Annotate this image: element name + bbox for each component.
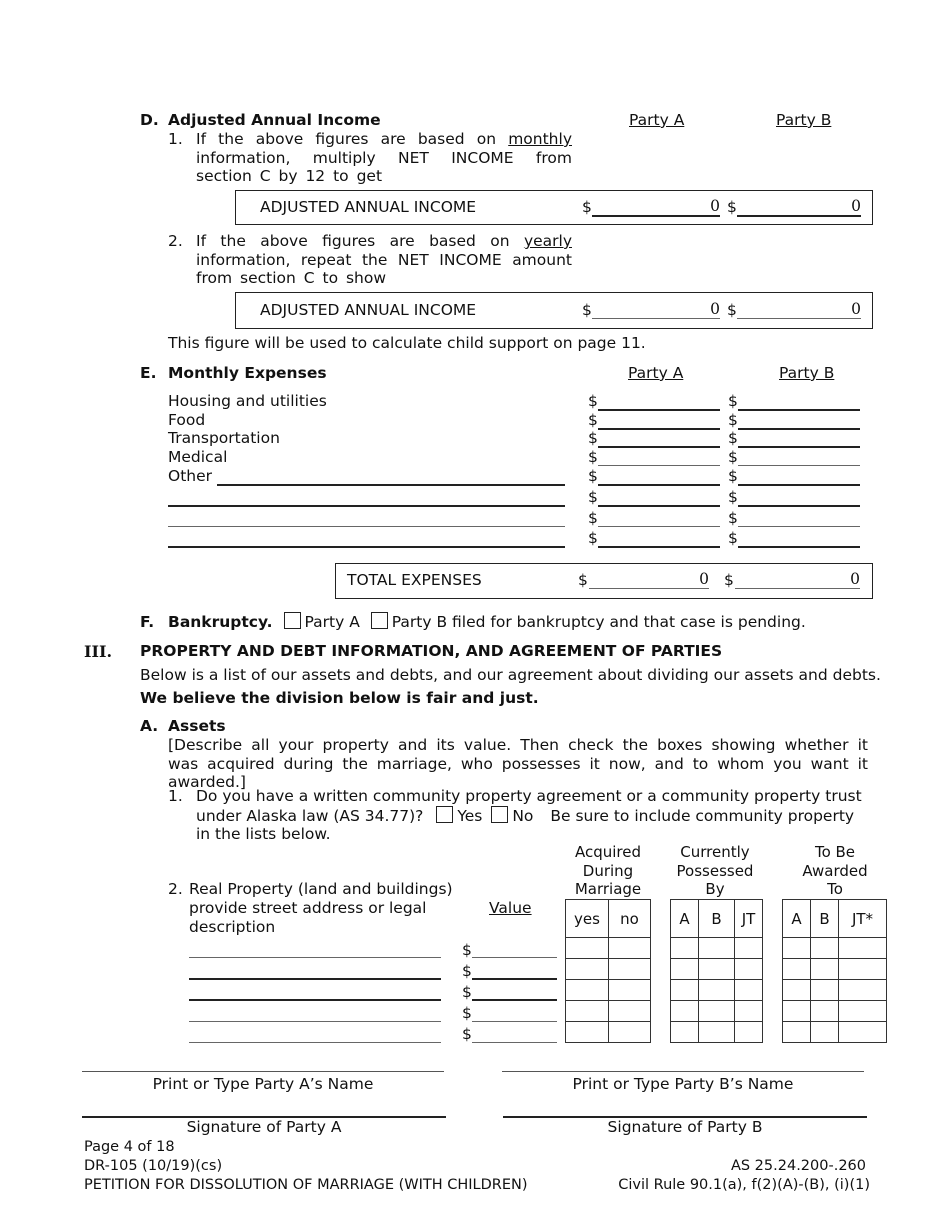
- currency-sign: $: [728, 488, 738, 506]
- expense-b-field[interactable]: [738, 391, 860, 411]
- acquired-no-checkbox[interactable]: [609, 1022, 651, 1043]
- party-b-signature-label: Signature of Party B: [607, 1118, 763, 1136]
- currency-sign: $: [588, 529, 598, 547]
- col-header-a: A: [671, 900, 699, 938]
- possessed-b-checkbox[interactable]: [699, 1001, 735, 1022]
- possessed-jt-checkbox[interactable]: [735, 1001, 763, 1022]
- acquired-no-checkbox[interactable]: [609, 938, 651, 959]
- assets-title: Assets: [168, 717, 226, 735]
- expense-label-housing: Housing and utilities: [168, 392, 327, 410]
- property-value-field[interactable]: [472, 1003, 557, 1022]
- property-description-field[interactable]: [189, 960, 441, 980]
- bankruptcy-party-a-checkbox[interactable]: [284, 612, 301, 629]
- currently-possessed-grid: [670, 899, 763, 1043]
- awarded-b-checkbox[interactable]: [811, 959, 839, 980]
- col-header-jt: JT: [735, 900, 763, 938]
- real-property-line1: Real Property (land and buildings): [189, 880, 453, 898]
- to-be-awarded-to-header: To Be Awarded To: [802, 843, 868, 898]
- party-a-header: Party A: [628, 364, 684, 382]
- awarded-jt-checkbox[interactable]: [839, 980, 887, 1001]
- currency-sign: $: [728, 429, 738, 447]
- expense-a-field[interactable]: [598, 447, 720, 466]
- party-b-header: Party B: [779, 364, 835, 382]
- expense-a-field[interactable]: [598, 410, 720, 430]
- other-description-field[interactable]: [168, 487, 565, 507]
- awarded-a-checkbox[interactable]: [783, 1001, 811, 1022]
- currency-sign: $: [588, 448, 598, 466]
- acquired-yes-checkbox[interactable]: [566, 938, 609, 959]
- bankruptcy-party-b-label: Party B filed for bankruptcy and that case is pending.: [391, 613, 806, 631]
- other-description-field[interactable]: [168, 528, 565, 548]
- col-header-yes: yes: [566, 900, 609, 938]
- section-iii-title: PROPERTY AND DEBT INFORMATION, AND AGREEMENT OF PARTIES: [140, 642, 723, 660]
- acquired-yes-checkbox[interactable]: [566, 959, 609, 980]
- acquired-yes-checkbox[interactable]: [566, 1001, 609, 1022]
- currency-sign: $: [462, 941, 472, 959]
- currency-sign: $: [728, 411, 738, 429]
- expense-b-field[interactable]: [738, 410, 860, 430]
- acquired-no-checkbox[interactable]: [609, 1001, 651, 1022]
- property-description-field[interactable]: [189, 1003, 441, 1022]
- real-property-line3: description: [189, 918, 276, 936]
- party-a-signature-label: Signature of Party A: [186, 1118, 342, 1136]
- acquired-during-marriage-grid: [565, 899, 651, 1043]
- expense-a-field[interactable]: [598, 428, 720, 448]
- other-description-field[interactable]: [168, 508, 565, 527]
- awarded-a-checkbox[interactable]: [783, 1022, 811, 1043]
- item-number: 1.: [168, 130, 183, 148]
- adjusted-income-box-1: [235, 190, 873, 225]
- to-be-awarded-grid: [782, 899, 887, 1043]
- acquired-no-checkbox[interactable]: [609, 980, 651, 1001]
- possessed-a-checkbox[interactable]: [671, 959, 699, 980]
- section-iii-numeral: III.: [84, 642, 113, 661]
- expense-a-field[interactable]: [598, 528, 720, 548]
- possessed-jt-checkbox[interactable]: [735, 980, 763, 1001]
- child-support-note: This figure will be used to calculate child support on page 11.: [168, 334, 646, 352]
- col-header-a: A: [783, 900, 811, 938]
- item-number: 1.: [168, 787, 183, 805]
- form-id: DR-105 (10/19)(cs): [84, 1158, 223, 1174]
- awarded-a-checkbox[interactable]: [783, 980, 811, 1001]
- possessed-jt-checkbox[interactable]: [735, 938, 763, 959]
- expense-label-other: Other: [168, 467, 213, 485]
- awarded-jt-checkbox[interactable]: [839, 1022, 887, 1043]
- property-description-field[interactable]: [189, 981, 441, 1001]
- total-expenses-a-field[interactable]: 0: [589, 570, 709, 589]
- total-expenses-box: [335, 563, 873, 599]
- possessed-b-checkbox[interactable]: [699, 938, 735, 959]
- section-f: [140, 612, 806, 631]
- bankruptcy-party-a-label: Party A: [304, 613, 360, 631]
- expense-a-field[interactable]: [598, 466, 720, 486]
- awarded-a-checkbox[interactable]: [783, 938, 811, 959]
- expense-label-transportation: Transportation: [168, 429, 280, 447]
- possessed-a-checkbox[interactable]: [671, 1001, 699, 1022]
- possessed-a-checkbox[interactable]: [671, 1022, 699, 1043]
- real-property-line2: provide street address or legal: [189, 899, 427, 917]
- section-iii-statement: We believe the division below is fair and just.: [140, 689, 539, 707]
- currency-sign: $: [727, 198, 737, 216]
- adjusted-income-box-2: [235, 292, 873, 329]
- awarded-jt-checkbox[interactable]: [839, 1001, 887, 1022]
- section-d-title: Adjusted Annual Income: [168, 111, 381, 129]
- assets-letter: A.: [140, 717, 159, 735]
- possessed-jt-checkbox[interactable]: [735, 959, 763, 980]
- possessed-b-checkbox[interactable]: [699, 980, 735, 1001]
- currency-sign: $: [727, 301, 737, 319]
- box-label: ADJUSTED ANNUAL INCOME: [260, 301, 477, 319]
- total-expenses-b-field[interactable]: 0: [735, 570, 860, 589]
- possessed-a-checkbox[interactable]: [671, 938, 699, 959]
- party-b-name-label: Print or Type Party B’s Name: [572, 1075, 794, 1093]
- awarded-b-checkbox[interactable]: [811, 938, 839, 959]
- awarded-jt-checkbox[interactable]: [839, 959, 887, 980]
- expense-b-field[interactable]: [738, 508, 860, 527]
- item1-text: If the above figures are based on monthly information, multiply NET INCOME from section C by 12 to get: [196, 130, 572, 185]
- acquired-no-checkbox[interactable]: [609, 959, 651, 980]
- possessed-b-checkbox[interactable]: [699, 959, 735, 980]
- section-e-letter: E.: [140, 364, 157, 382]
- expense-b-field[interactable]: [738, 466, 860, 486]
- col-header-no: no: [609, 900, 651, 938]
- currently-possessed-by-header: Currently Possessed By: [676, 843, 754, 898]
- property-value-field[interactable]: [472, 1024, 557, 1043]
- value-header: Value: [489, 899, 532, 917]
- assets-instructions: [Describe all your property and its value. Then check the boxes showing whether it was acquired during the marriage, who possesses it now, and to whom you want it awarded.]: [168, 736, 868, 791]
- party-b-header: Party B: [776, 111, 832, 129]
- expense-b-field[interactable]: [738, 447, 860, 466]
- currency-sign: $: [728, 529, 738, 547]
- currency-sign: $: [462, 962, 472, 980]
- awarded-a-checkbox[interactable]: [783, 959, 811, 980]
- expense-label-food: Food: [168, 411, 206, 429]
- awarded-b-checkbox[interactable]: [811, 1001, 839, 1022]
- community-property-question: Do you have a written community property agreement or a community property trust under Alaska law (AS 34.77)? Yes No Be sure to include community property in the lists below.: [196, 787, 862, 843]
- currency-sign: $: [724, 571, 734, 589]
- section-f-letter: F.: [140, 613, 155, 631]
- other-description-field[interactable]: [217, 466, 565, 486]
- expense-b-field[interactable]: [738, 528, 860, 548]
- box-label: ADJUSTED ANNUAL INCOME: [260, 198, 477, 216]
- no-label: No: [512, 806, 534, 825]
- community-property-yes-checkbox[interactable]: [436, 806, 453, 823]
- community-property-no-checkbox[interactable]: [491, 806, 508, 823]
- party-a-name-line[interactable]: [82, 1071, 444, 1072]
- expense-b-field[interactable]: [738, 487, 860, 507]
- awarded-jt-checkbox[interactable]: [839, 938, 887, 959]
- expense-b-field[interactable]: [738, 428, 860, 448]
- acquired-during-marriage-header: Acquired During Marriage: [574, 843, 642, 898]
- currency-sign: $: [462, 1004, 472, 1022]
- party-b-name-line[interactable]: [502, 1071, 864, 1072]
- awarded-b-checkbox[interactable]: [811, 1022, 839, 1043]
- possessed-a-checkbox[interactable]: [671, 980, 699, 1001]
- currency-sign: $: [582, 198, 592, 216]
- currency-sign: $: [588, 488, 598, 506]
- currency-sign: $: [588, 411, 598, 429]
- adjusted-income-b-field[interactable]: 0: [737, 197, 861, 217]
- adjusted-income-a-field[interactable]: 0: [592, 197, 720, 217]
- expense-a-field[interactable]: [598, 487, 720, 507]
- awarded-b-checkbox[interactable]: [811, 980, 839, 1001]
- item2-text: If the above figures are based on yearly information, repeat the NET INCOME amount from section C to show: [196, 232, 572, 287]
- form-title: PETITION FOR DISSOLUTION OF MARRIAGE (WITH CHILDREN): [84, 1177, 528, 1193]
- expense-label-medical: Medical: [168, 448, 228, 466]
- possessed-b-checkbox[interactable]: [699, 1022, 735, 1043]
- adjusted-income-b-field[interactable]: 0: [737, 300, 861, 319]
- item-number: 2.: [168, 880, 183, 898]
- civil-rule-reference: Civil Rule 90.1(a), f(2)(A)-(B), (i)(1): [618, 1177, 870, 1193]
- expense-a-field[interactable]: [598, 508, 720, 527]
- item-number: 2.: [168, 232, 183, 250]
- currency-sign: $: [462, 983, 472, 1001]
- currency-sign: $: [588, 509, 598, 527]
- section-iii-intro: Below is a list of our assets and debts, and our agreement about dividing our assets and debts.: [140, 666, 881, 684]
- expense-a-field[interactable]: [598, 391, 720, 411]
- section-d-letter: D.: [140, 111, 159, 129]
- currency-sign: $: [462, 1025, 472, 1043]
- col-header-b: B: [699, 900, 735, 938]
- property-value-field[interactable]: [472, 981, 557, 1001]
- acquired-yes-checkbox[interactable]: [566, 980, 609, 1001]
- col-header-b: B: [811, 900, 839, 938]
- acquired-yes-checkbox[interactable]: [566, 1022, 609, 1043]
- property-description-field[interactable]: [189, 939, 441, 958]
- total-expenses-label: TOTAL EXPENSES: [347, 571, 482, 589]
- property-value-field[interactable]: [472, 960, 557, 980]
- statute-reference: AS 25.24.200-.260: [730, 1158, 866, 1174]
- section-f-title: Bankruptcy.: [168, 613, 273, 631]
- currency-sign: $: [588, 467, 598, 485]
- yes-label: Yes: [457, 806, 483, 825]
- party-a-name-label: Print or Type Party A’s Name: [152, 1075, 374, 1093]
- party-a-header: Party A: [629, 111, 685, 129]
- property-description-field[interactable]: [189, 1024, 441, 1043]
- currency-sign: $: [588, 429, 598, 447]
- col-header-jt-star: JT*: [839, 900, 887, 938]
- possessed-jt-checkbox[interactable]: [735, 1022, 763, 1043]
- page-number: Page 4 of 18: [84, 1139, 175, 1155]
- currency-sign: $: [728, 448, 738, 466]
- property-value-field[interactable]: [472, 939, 557, 958]
- currency-sign: $: [588, 392, 598, 410]
- currency-sign: $: [582, 301, 592, 319]
- adjusted-income-a-field[interactable]: 0: [592, 300, 720, 319]
- currency-sign: $: [728, 392, 738, 410]
- currency-sign: $: [578, 571, 588, 589]
- currency-sign: $: [728, 467, 738, 485]
- bankruptcy-party-b-checkbox[interactable]: [371, 612, 388, 629]
- currency-sign: $: [728, 509, 738, 527]
- section-e-title: Monthly Expenses: [168, 364, 327, 382]
